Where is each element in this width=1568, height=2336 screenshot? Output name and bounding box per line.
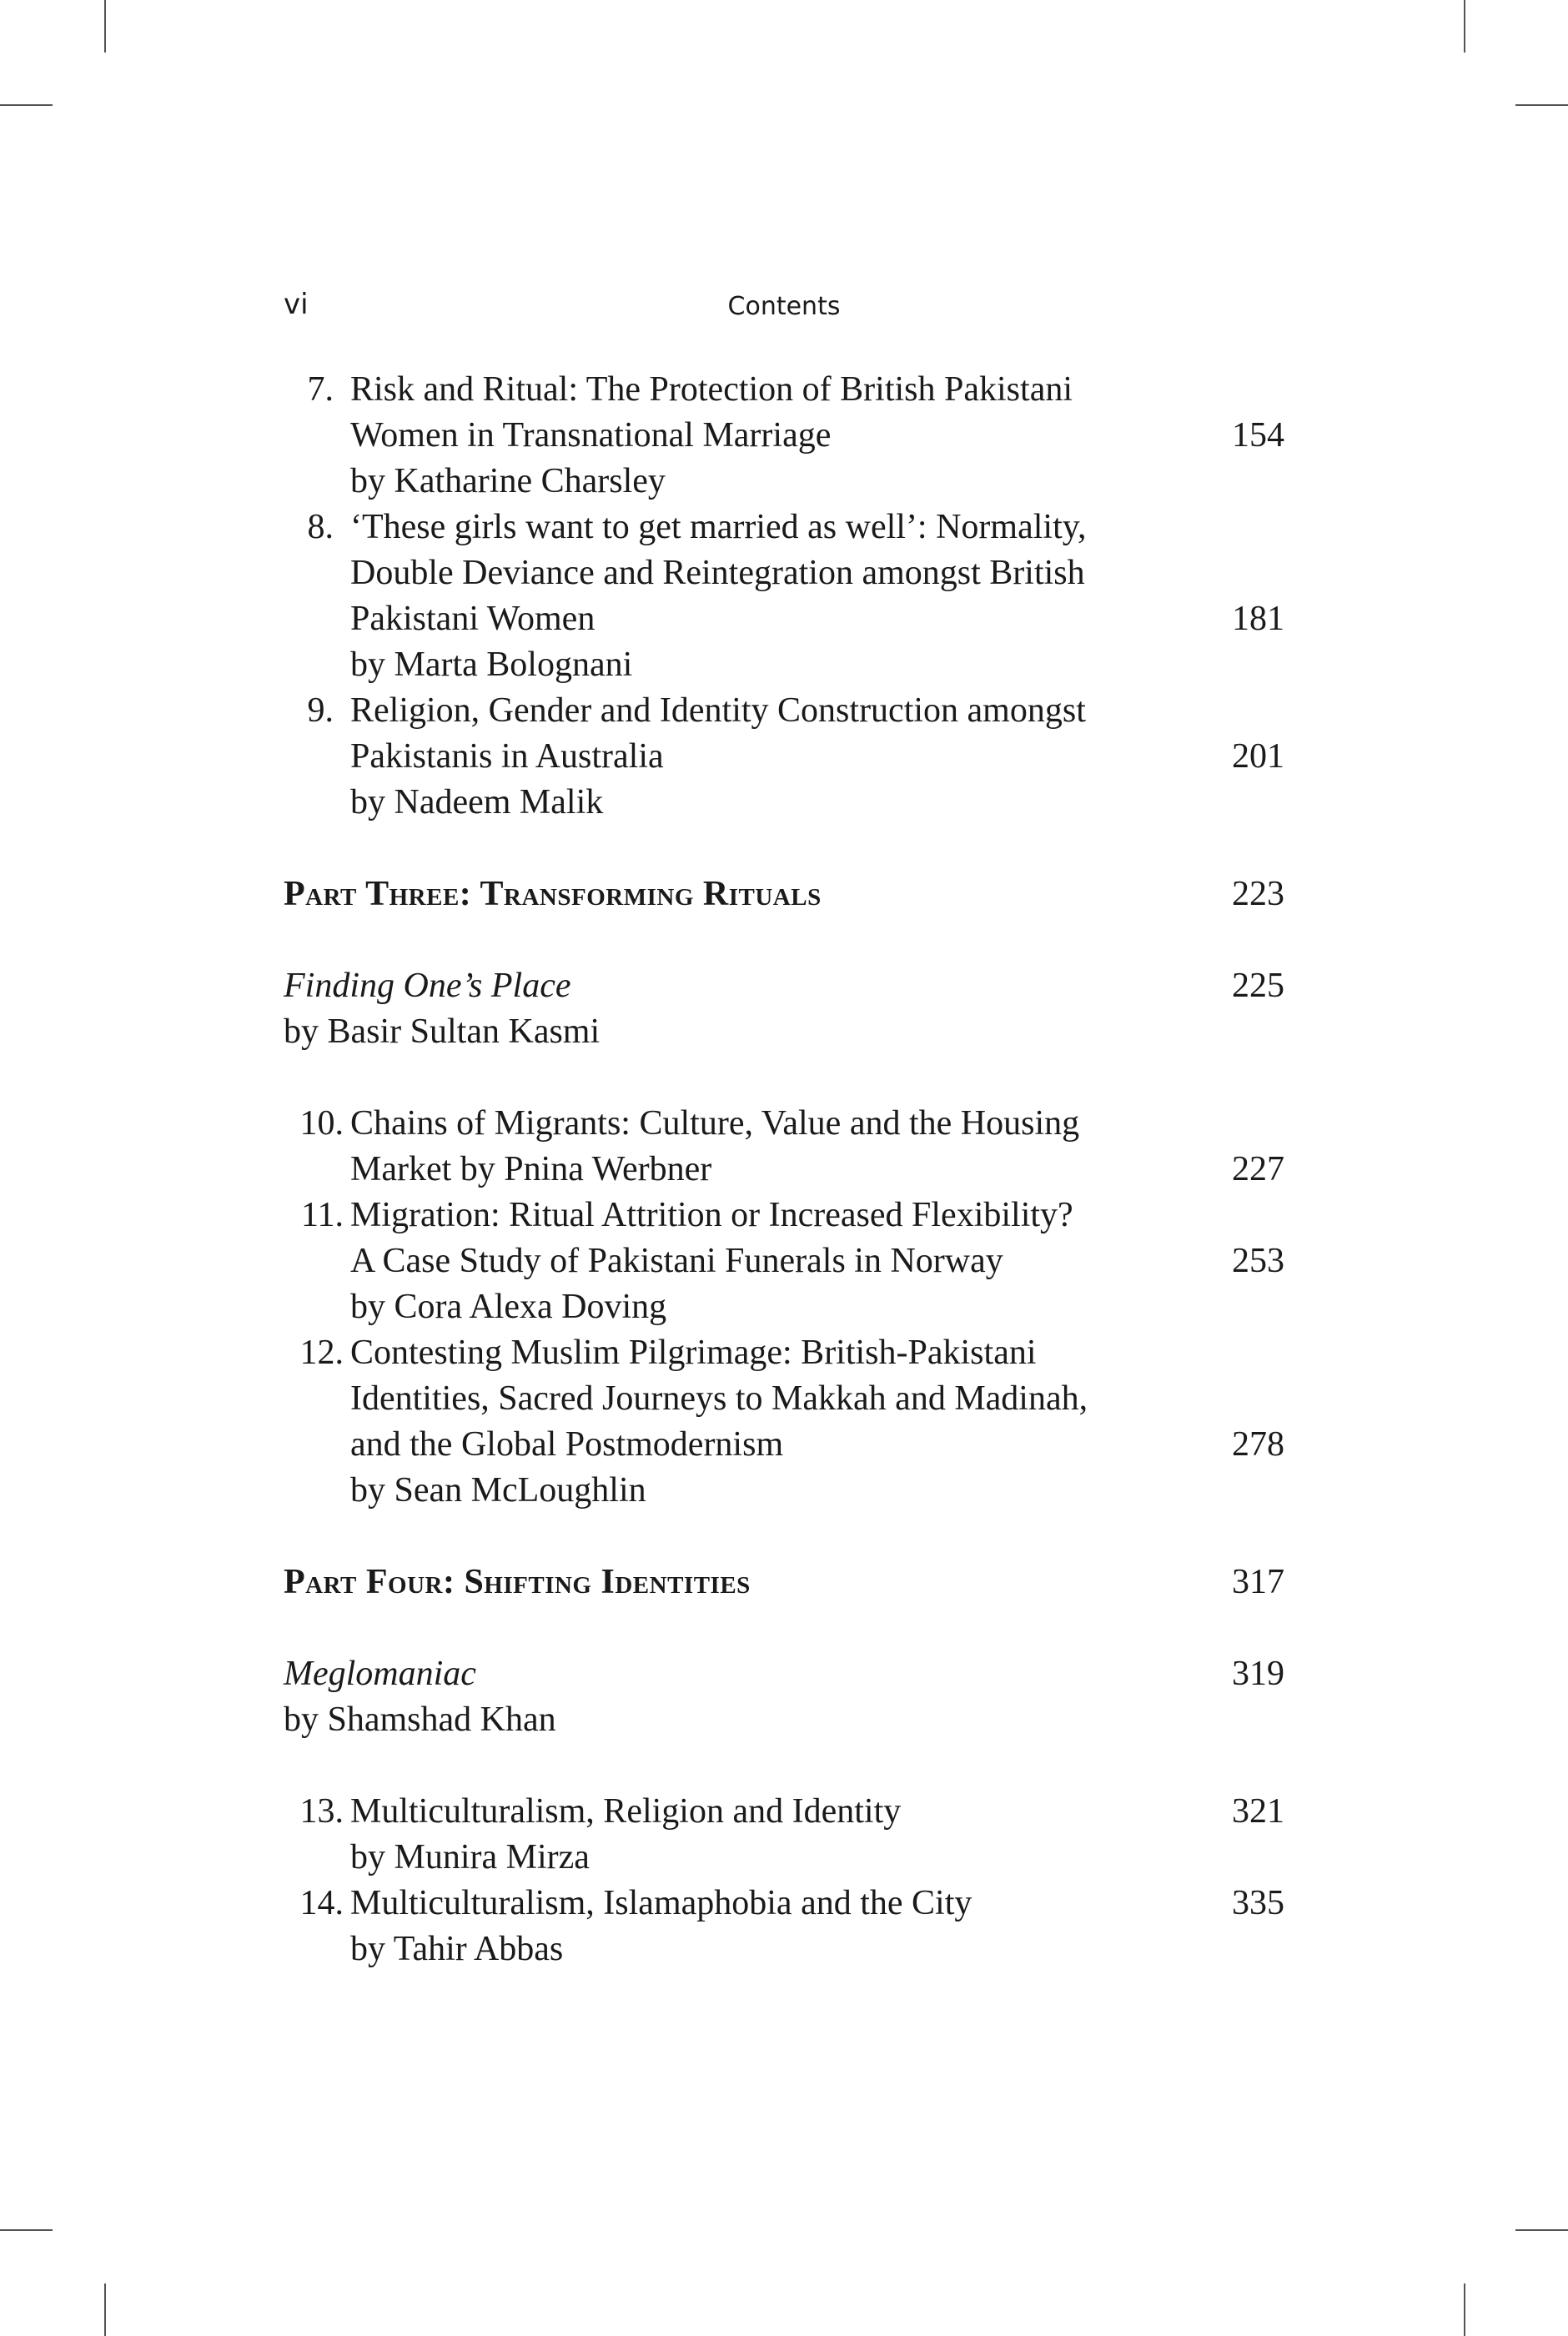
crop-mark-right-bottom <box>1515 2229 1568 2231</box>
chapter-title-line: Religion, Gender and Identity Construction amongst <box>350 691 1086 730</box>
toc-entry-chapter-8 <box>284 505 1284 688</box>
chapter-title-line: A Case Study of Pakistani Funerals in Norway <box>350 1242 1003 1280</box>
page-number: 201 <box>1232 737 1284 776</box>
crop-mark-left-bottom <box>0 2229 53 2231</box>
toc-entry-chapter-10 <box>284 1101 1284 1193</box>
chapter-title-line: ‘These girls want to get married as well’: Normality, <box>350 508 1087 546</box>
chapter-author: by Sean McLoughlin <box>350 1471 646 1510</box>
spacer <box>284 917 1284 963</box>
toc-entry-chapter-9 <box>284 688 1284 826</box>
chapter-number: 12. <box>299 1334 344 1372</box>
chapter-author: by Munira Mirza <box>350 1838 590 1876</box>
page-number: 223 <box>1232 875 1284 913</box>
interlude-author: by Shamshad Khan <box>284 1701 556 1739</box>
page-number: 321 <box>1232 1792 1284 1831</box>
chapter-title-line: Market by Pnina Werbner <box>350 1150 712 1188</box>
crop-mark-left-top <box>0 104 53 106</box>
chapter-title-line: Contesting Muslim Pilgrimage: British-Pakistani <box>350 1334 1037 1372</box>
chapter-title-line: Pakistanis in Australia <box>350 737 664 776</box>
spacer <box>284 826 1284 872</box>
spacer <box>284 1055 1284 1101</box>
part-title: Part Three: Transforming Rituals <box>284 875 822 913</box>
chapter-title-line: Women in Transnational Marriage <box>350 416 832 455</box>
chapter-title-line: Chains of Migrants: Culture, Value and the Housing <box>350 1104 1080 1143</box>
interlude-title: Meglomaniac <box>284 1655 476 1693</box>
toc-entry-chapter-7 <box>284 367 1284 505</box>
interlude-title: Finding One’s Place <box>284 967 571 1005</box>
chapter-author: by Marta Bolognani <box>350 646 633 684</box>
spacer <box>284 1514 1284 1560</box>
spacer <box>284 1743 1284 1789</box>
chapter-title-line: Double Deviance and Reintegration amongst British <box>350 554 1085 592</box>
page-number: 278 <box>1232 1425 1284 1464</box>
toc-entry-chapter-14 <box>284 1881 1284 1972</box>
chapter-author: by Tahir Abbas <box>350 1930 564 1968</box>
chapter-number: 14. <box>299 1884 344 1922</box>
chapter-title-line: Pakistani Women <box>350 600 596 638</box>
chapter-title-line: Multiculturalism, Religion and Identity <box>350 1792 902 1831</box>
toc-entry-chapter-13 <box>284 1789 1284 1881</box>
chapter-title-line: Risk and Ritual: The Protection of British Pakistani <box>350 370 1073 409</box>
page-number: 317 <box>1232 1563 1284 1601</box>
crop-mark-top-right <box>1464 0 1465 53</box>
chapter-title-line: Identities, Sacred Journeys to Makkah and Madinah, <box>350 1379 1088 1418</box>
spacer <box>284 1605 1284 1651</box>
toc-entry-chapter-12 <box>284 1330 1284 1514</box>
chapter-number: 11. <box>301 1196 344 1234</box>
running-head: Contents <box>727 292 841 321</box>
page-number: 227 <box>1232 1150 1284 1188</box>
crop-mark-top-left <box>104 0 106 53</box>
toc-entry-chapter-11 <box>284 1193 1284 1330</box>
chapter-number: 7. <box>307 370 334 409</box>
part-title: Part Four: Shifting Identities <box>284 1563 751 1601</box>
table-of-contents <box>284 367 1284 1972</box>
interlude-author: by Basir Sultan Kasmi <box>284 1012 601 1051</box>
toc-interlude-finding-ones-place <box>284 963 1284 1055</box>
crop-mark-bottom-right <box>1464 2283 1465 2336</box>
crop-mark-right-top <box>1515 104 1568 106</box>
page-number: 181 <box>1232 600 1284 638</box>
chapter-number: 10. <box>299 1104 344 1143</box>
page-number: 319 <box>1232 1655 1284 1693</box>
page-header <box>284 288 1284 329</box>
page-number: 335 <box>1232 1884 1284 1922</box>
chapter-number: 9. <box>307 691 334 730</box>
page-number: 253 <box>1232 1242 1284 1280</box>
chapter-author: by Katharine Charsley <box>350 462 666 500</box>
toc-part-four <box>284 1560 1284 1605</box>
chapter-title-line: Migration: Ritual Attrition or Increased Flexibility? <box>350 1196 1073 1234</box>
chapter-author: by Nadeem Malik <box>350 783 604 821</box>
page-folio: vi <box>284 288 309 321</box>
chapter-number: 13. <box>299 1792 344 1831</box>
chapter-title-line: Multiculturalism, Islamaphobia and the City <box>350 1884 972 1922</box>
chapter-title-line: and the Global Postmodernism <box>350 1425 784 1464</box>
toc-interlude-meglomaniac <box>284 1651 1284 1743</box>
crop-mark-bottom-left <box>104 2283 106 2336</box>
page-number: 154 <box>1232 416 1284 455</box>
chapter-author: by Cora Alexa Doving <box>350 1288 667 1326</box>
page-number: 225 <box>1232 967 1284 1005</box>
chapter-number: 8. <box>307 508 334 546</box>
toc-part-three <box>284 872 1284 917</box>
